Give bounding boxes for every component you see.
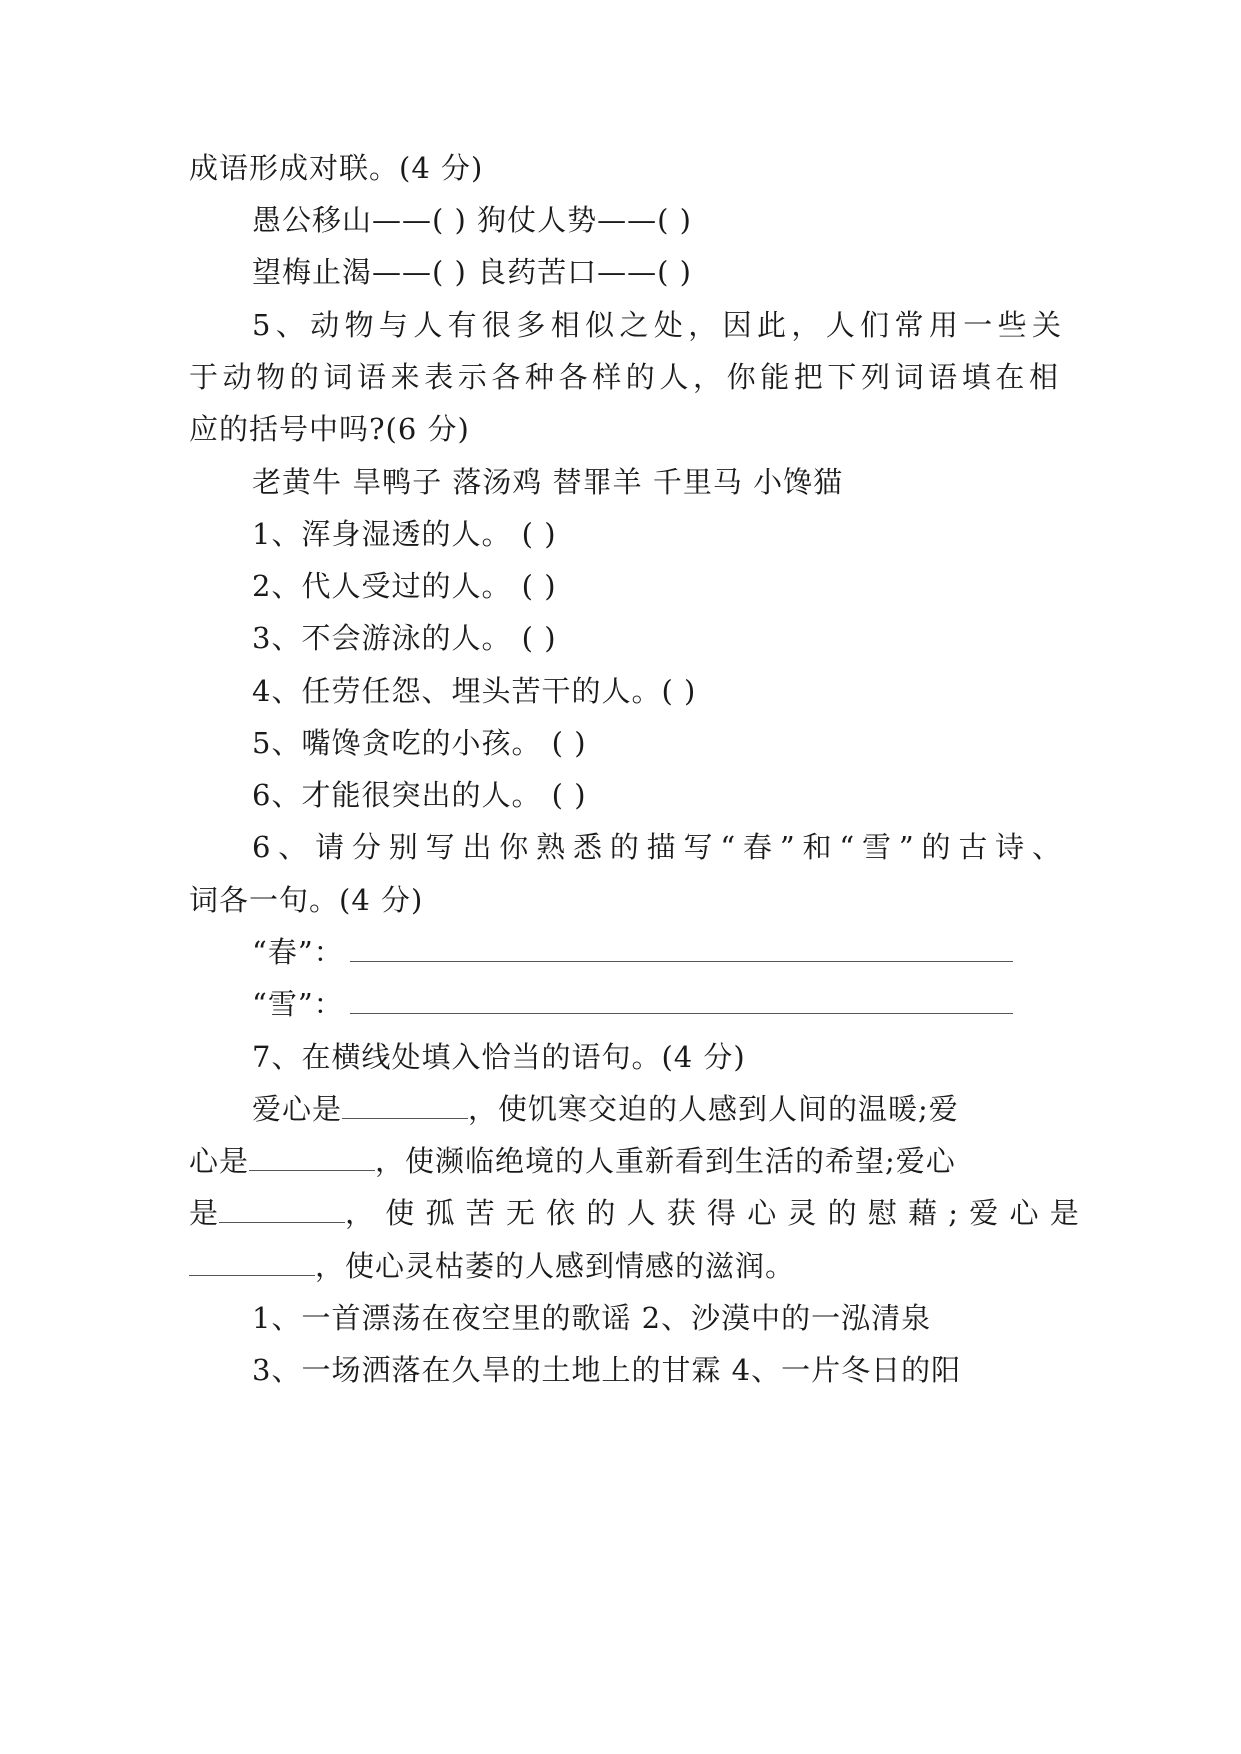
paragraph-line-3 xyxy=(189,1193,1080,1233)
list-item: 1、浑身湿透的人。 ( ) xyxy=(252,517,557,551)
spring-label: “春”： xyxy=(252,935,344,969)
question-5-line-1: 5、动物与人有很多相似之处，因此，人们常用一些关 xyxy=(252,308,1062,342)
spring-answer-blank[interactable] xyxy=(350,935,1013,962)
snow-label: “雪”： xyxy=(252,987,344,1021)
list-item: 4、任劳任怨、埋头苦干的人。( ) xyxy=(252,674,697,708)
text-segment: ， 使 孤 苦 无 依 的 人 获 得 心 灵 的 慰 藉 ; 爱 心 是 xyxy=(345,1196,1080,1230)
text-segment: ，使心灵枯萎的人感到情感的滋润。 xyxy=(315,1249,796,1283)
idiom-pair-row-1: 愚公移山——( ) 狗仗人势——( ) xyxy=(252,203,692,237)
option-row-1: 1、一首漂荡在夜空里的歌谣 2、沙漠中的一泓清泉 xyxy=(252,1301,932,1335)
option-row-2: 3、一场洒落在久旱的土地上的甘霖 4、一片冬日的阳 xyxy=(252,1353,962,1387)
question-6-line-1: 6、请分别写出你熟悉的描写“春”和“雪”的古诗、 xyxy=(252,830,1062,864)
paragraph-line-2 xyxy=(189,1141,1059,1181)
list-item: 3、不会游泳的人。 ( ) xyxy=(252,621,557,655)
idiom-pair-row-2: 望梅止渴——( ) 良药苦口——( ) xyxy=(252,255,692,289)
question-5-line-3: 应的括号中吗?(6 分) xyxy=(189,412,470,446)
paragraph-line-4 xyxy=(189,1246,1059,1286)
text-segment: ，使濒临绝境的人重新看到生活的希望;爱心 xyxy=(375,1144,956,1178)
spring-answer-row xyxy=(252,932,1062,972)
snow-answer-blank[interactable] xyxy=(350,987,1013,1014)
fill-blank-1[interactable] xyxy=(342,1092,468,1119)
snow-answer-row xyxy=(252,984,1062,1024)
fill-blank-4[interactable] xyxy=(189,1249,315,1276)
list-item: 6、才能很突出的人。 ( ) xyxy=(252,778,587,812)
paragraph-line-1 xyxy=(252,1089,1062,1129)
list-item: 2、代人受过的人。 ( ) xyxy=(252,569,557,603)
text-segment: 爱心是 xyxy=(252,1092,343,1126)
text-segment: 心是 xyxy=(189,1144,250,1178)
question-4-tail: 成语形成对联。(4 分) xyxy=(189,151,484,185)
question-5-line-2: 于动物的词语来表示各种各样的人，你能把下列词语填在相 xyxy=(189,360,1059,394)
text-segment: ，使饥寒交迫的人感到人间的温暖;爱 xyxy=(468,1092,959,1126)
list-item: 5、嘴馋贪吃的小孩。 ( ) xyxy=(252,726,587,760)
text-segment: 是 xyxy=(189,1196,220,1230)
word-bank: 老黄牛 旱鸭子 落汤鸡 替罪羊 千里马 小馋猫 xyxy=(252,465,844,499)
question-7-title: 7、在横线处填入恰当的语句。(4 分) xyxy=(252,1040,746,1074)
fill-blank-3[interactable] xyxy=(219,1196,345,1223)
fill-blank-2[interactable] xyxy=(249,1144,375,1171)
question-6-line-2: 词各一句。(4 分) xyxy=(189,883,424,917)
